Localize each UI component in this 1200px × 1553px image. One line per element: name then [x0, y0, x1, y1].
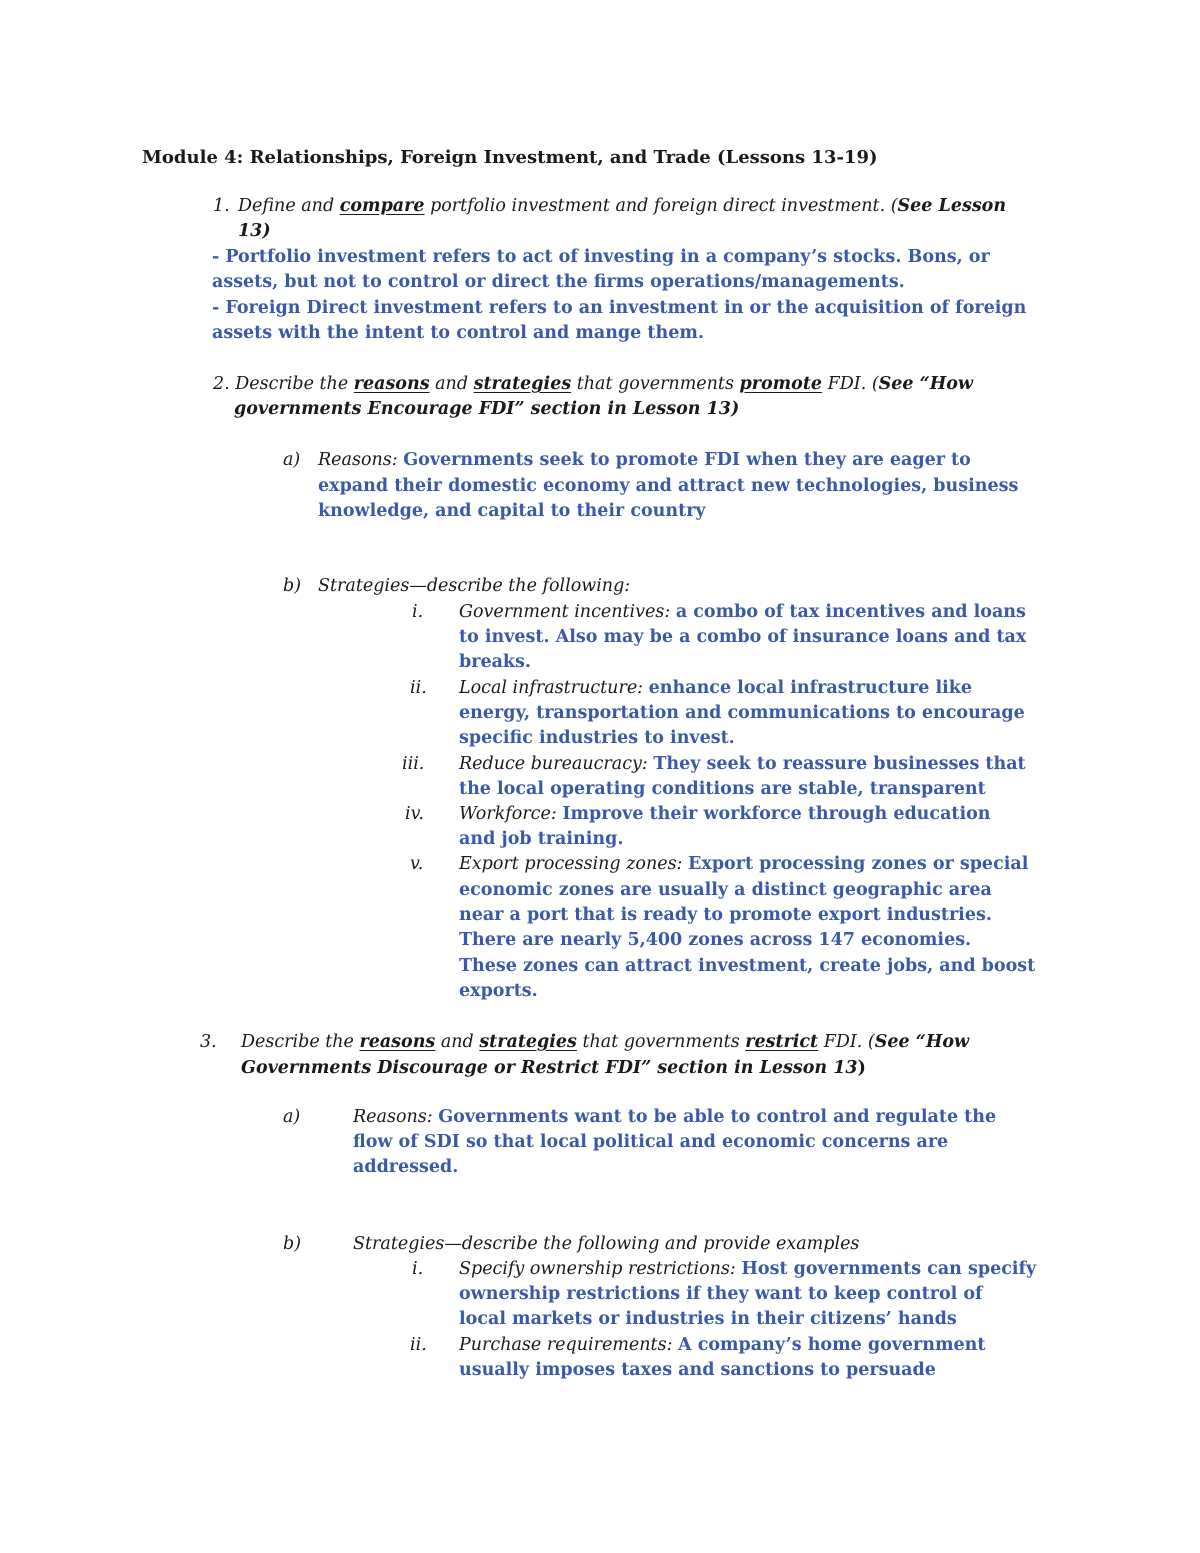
prompt-text: FDI. ( — [822, 374, 879, 394]
sub-item-marker: a) — [283, 1107, 301, 1127]
answer-line: - Portfolio investment refers to act of investing in a company’s stocks. Bons, or — [212, 247, 990, 267]
roman-numeral: iii. — [402, 754, 425, 774]
sub-item-marker: a) — [283, 450, 301, 470]
roman-numeral: ii. — [410, 678, 427, 698]
roman-numeral: i. — [412, 1259, 424, 1279]
strategy-label: Reduce bureaucracy: — [459, 754, 648, 774]
strategy-label: Government incentives: — [459, 602, 671, 622]
lesson-reference: See “How — [874, 1032, 970, 1052]
strategy-item — [459, 852, 1028, 877]
answer-line: expand their domestic economy and attract new technologies, business — [318, 476, 1019, 496]
prompt-text: and — [429, 374, 474, 394]
prompt-text: Describe the — [229, 374, 354, 394]
strategy-item — [459, 752, 1026, 777]
answer-line: near a port that is ready to promote export industries. — [459, 905, 992, 925]
roman-numeral: ii. — [410, 1335, 427, 1355]
strategy-label: Local infrastructure: — [459, 678, 644, 698]
lesson-reference: See “How — [878, 374, 973, 394]
strategy-item — [459, 802, 991, 827]
answer-line: Host governments can specify — [741, 1259, 1037, 1279]
sub-item-label: Reasons: — [318, 450, 398, 470]
lesson-reference-continued — [241, 1056, 866, 1081]
keyword-restrict: restrict — [745, 1032, 819, 1052]
strategy-label: Specify ownership restrictions: — [459, 1259, 736, 1279]
strategy-item — [459, 1257, 1036, 1282]
answer-line: Improve their workforce through education — [562, 804, 991, 824]
sub-item-marker: b) — [283, 1234, 302, 1254]
answer-line: the local operating conditions are stable, transparent — [459, 779, 986, 799]
answer-line: economic zones are usually a distinct geographic area — [459, 880, 992, 900]
answer-line: addressed. — [353, 1157, 459, 1177]
answer-line: and job training. — [459, 829, 624, 849]
answer-line: usually imposes taxes and sanctions to persuade — [459, 1360, 936, 1380]
lesson-reference-text: Governments Discourage or Restrict FDI” section in Lesson 13 — [241, 1058, 858, 1078]
prompt-text: portfolio investment and foreign direct investment. ( — [424, 196, 898, 216]
answer-line: ownership restrictions if they want to keep control of — [459, 1284, 983, 1304]
answer-line: local markets or industries in their citizens’ hands — [459, 1309, 957, 1329]
strategy-item — [459, 600, 1026, 625]
keyword-strategies: strategies — [473, 374, 572, 394]
answer-line: These zones can attract investment, create jobs, and boost — [459, 956, 1036, 976]
answer-line: Governments seek to promote FDI when they are eager to — [403, 450, 971, 470]
sub-item-label: Reasons: — [353, 1107, 433, 1127]
prompt-text: FDI. ( — [818, 1032, 875, 1052]
question-3-prompt — [241, 1030, 969, 1055]
answer-line: - Foreign Direct investment refers to an investment in or the acquisition of foreign — [212, 298, 1027, 318]
answer-line: enhance local infrastructure like — [648, 678, 973, 698]
keyword-compare: compare — [339, 196, 425, 216]
sub-item-strategies: Strategies—describe the following: — [318, 576, 631, 596]
prompt-text: Describe the — [241, 1032, 360, 1052]
question-2-number: 2. — [213, 374, 230, 394]
keyword-reasons: reasons — [359, 1032, 436, 1052]
answer-line: assets with the intent to control and mange them. — [212, 323, 704, 343]
answer-line: flow of SDI so that local political and economic concerns are — [353, 1132, 949, 1152]
answer-line: knowledge, and capital to their country — [318, 501, 706, 521]
question-1-number: 1. — [213, 196, 230, 216]
question-1-prompt — [238, 194, 1006, 219]
answer-line: Governments want to be able to control and regulate the — [438, 1107, 997, 1127]
answer-line: breaks. — [459, 652, 531, 672]
roman-numeral: iv. — [405, 804, 424, 824]
strategy-item — [459, 1333, 985, 1358]
lesson-reference-continued: 13) — [238, 221, 271, 241]
prompt-text: that governments — [571, 374, 740, 394]
sub-item-reasons — [353, 1105, 996, 1130]
strategy-item — [459, 676, 972, 701]
roman-numeral: v. — [410, 854, 424, 874]
sub-item-strategies: Strategies—describe the following and provide examples — [353, 1234, 860, 1254]
strategy-label: Purchase requirements: — [459, 1335, 673, 1355]
lesson-reference-continued: governments Encourage FDI” section in Lesson 13) — [234, 399, 740, 419]
closing-paren: ) — [857, 1058, 866, 1078]
lesson-reference: See Lesson — [897, 196, 1007, 216]
keyword-strategies: strategies — [479, 1032, 577, 1052]
keyword-promote: promote — [739, 374, 823, 394]
answer-line: energy, transportation and communications to encourage — [459, 703, 1025, 723]
document-title: Module 4: Relationships, Foreign Investment, and Trade (Lessons 13-19) — [142, 147, 878, 168]
answer-line: to invest. Also may be a combo of insurance loans and tax — [459, 627, 1027, 647]
question-3-number: 3. — [200, 1032, 217, 1052]
answer-line: specific industries to invest. — [459, 728, 735, 748]
sub-item-reasons — [318, 448, 971, 473]
answer-line: exports. — [459, 981, 538, 1001]
answer-line: a combo of tax incentives and loans — [675, 602, 1026, 622]
prompt-text: that governments — [576, 1032, 746, 1052]
answer-line: Export processing zones or special — [688, 854, 1029, 874]
prompt-text: and — [435, 1032, 480, 1052]
answer-line: There are nearly 5,400 zones across 147 economies. — [459, 930, 972, 950]
answer-line: assets, but not to control or direct the firms operations/managements. — [212, 272, 905, 292]
strategy-label: Workforce: — [459, 804, 557, 824]
answer-line: A company’s home government — [678, 1335, 986, 1355]
prompt-text: Define and — [238, 196, 340, 216]
answer-line: They seek to reassure businesses that — [653, 754, 1026, 774]
sub-item-marker: b) — [283, 576, 302, 596]
question-2-prompt — [213, 372, 973, 397]
strategy-label: Export processing zones: — [459, 854, 683, 874]
keyword-reasons: reasons — [353, 374, 430, 394]
roman-numeral: i. — [412, 602, 424, 622]
